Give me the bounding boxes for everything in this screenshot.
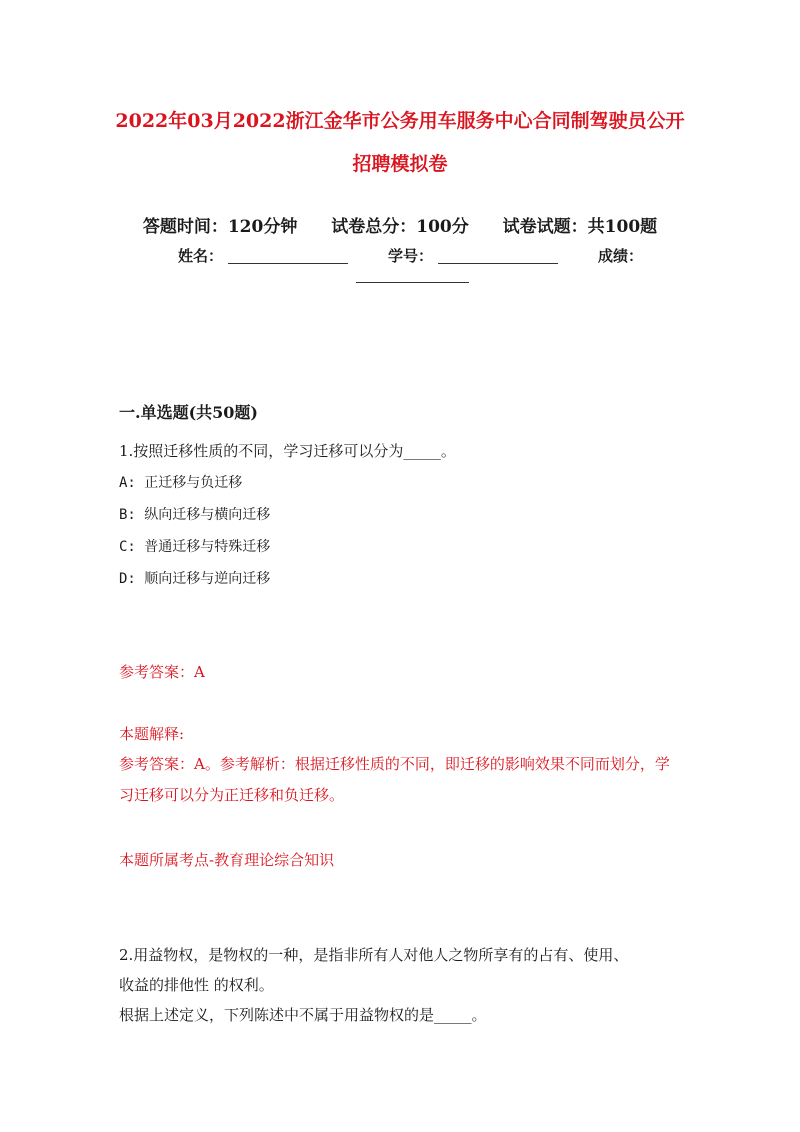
question-1-explanation: 参考答案：A。参考解析：根据迁移性质的不同，即迁移的影响效果不同而划分，学习迁移可以分为正迁移和负迁移。 bbox=[119, 755, 670, 804]
score-label: 成绩： bbox=[598, 247, 644, 265]
option-text: 纵向迁移与横向迁移 bbox=[144, 507, 271, 523]
question-2-stem-line1: 2.用益物权，是物权的一种，是指非所有人对他人之物所享有的占有、使用、 bbox=[119, 946, 629, 964]
exam-total-score: 试卷总分：100分 bbox=[331, 217, 469, 237]
exam-time: 答题时间：120分钟 bbox=[142, 217, 298, 237]
exam-title-line2: 招聘模拟卷 bbox=[352, 153, 448, 175]
question-1-stem: 1.按照迁移性质的不同，学习迁移可以分为_____。 bbox=[119, 442, 456, 460]
student-id-label: 学号： bbox=[388, 247, 434, 265]
question-2-stem-line2: 收益的排他性 的权利。 bbox=[119, 976, 274, 994]
section-title: 一.单选题(共50题) bbox=[119, 403, 258, 422]
option-key: B: bbox=[119, 507, 136, 523]
student-id-field-line[interactable] bbox=[438, 245, 558, 264]
option-key: D: bbox=[119, 571, 136, 587]
option-text: 顺向迁移与逆向迁移 bbox=[144, 571, 271, 587]
option-text: 普通迁移与特殊迁移 bbox=[144, 539, 271, 555]
question-1-topic: 本题所属考点-教育理论综合知识 bbox=[119, 851, 335, 869]
question-2-stem-line3: 根据上述定义，下列陈述中不属于用益物权的是_____。 bbox=[119, 1006, 487, 1024]
exam-question-count: 试卷试题：共100题 bbox=[502, 217, 658, 237]
score-field-line[interactable] bbox=[356, 282, 469, 283]
question-1-option-a[interactable] bbox=[119, 472, 242, 492]
question-1-explanation-label: 本题解释: bbox=[119, 725, 185, 743]
question-1-option-d[interactable] bbox=[119, 568, 270, 588]
option-key: A: bbox=[119, 475, 136, 491]
exam-meta bbox=[0, 212, 800, 237]
exam-title-line1: 2022年03月2022浙江金华市公务用车服务中心合同制驾驶员公开 bbox=[115, 110, 685, 132]
name-label: 姓名： bbox=[178, 247, 224, 265]
question-1-option-b[interactable] bbox=[119, 504, 270, 524]
name-field-line[interactable] bbox=[228, 245, 348, 264]
question-1-option-c[interactable] bbox=[119, 536, 270, 556]
question-1-answer: 参考答案：A bbox=[119, 663, 205, 681]
option-key: C: bbox=[119, 539, 136, 555]
option-text: 正迁移与负迁移 bbox=[144, 475, 243, 491]
